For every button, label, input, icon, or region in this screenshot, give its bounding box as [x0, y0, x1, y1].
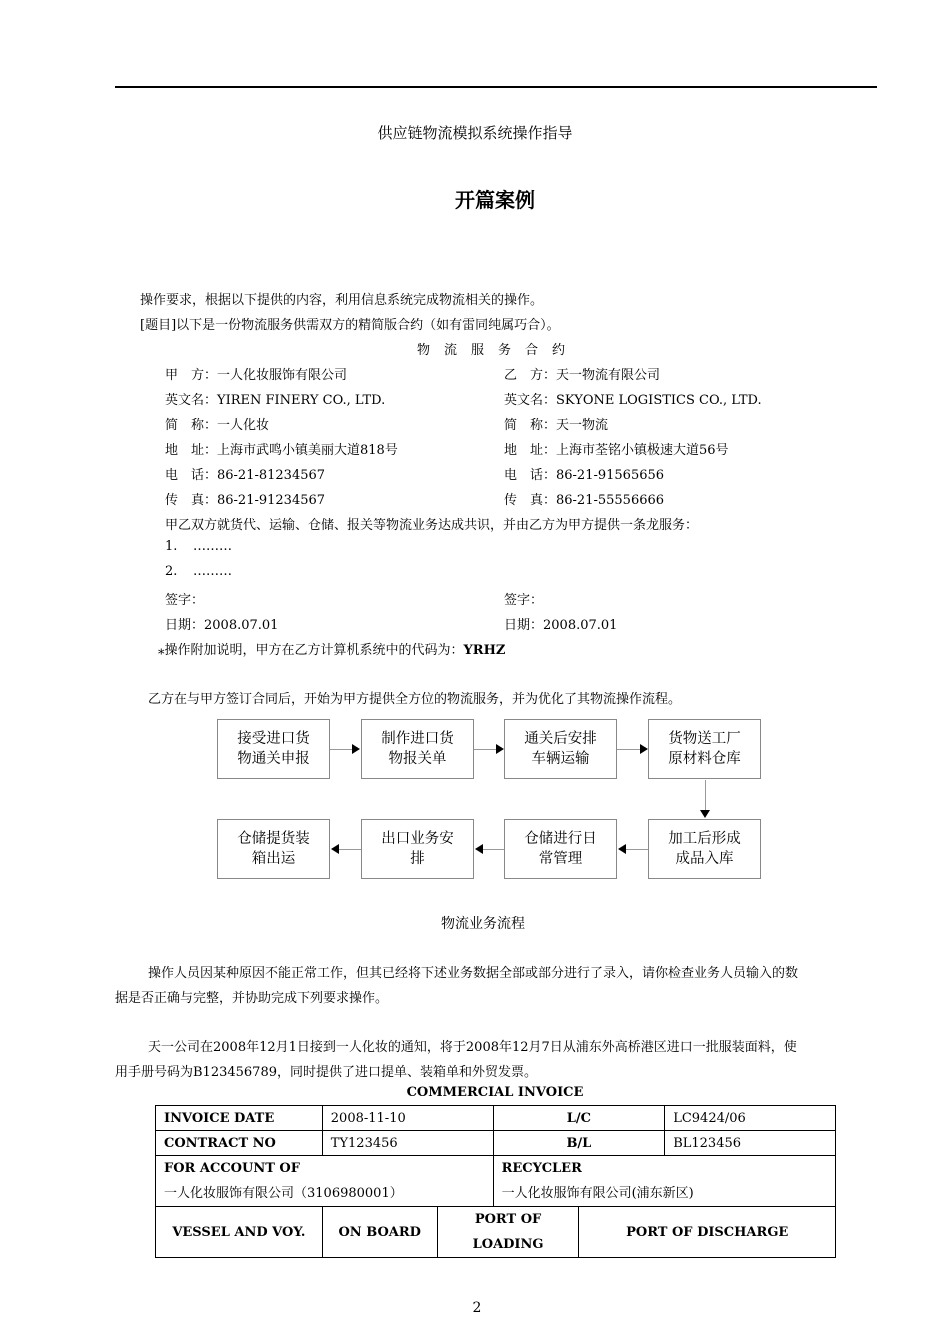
- party-a-address: 地 址：上海市武鸣小镇美丽大道818号: [165, 443, 398, 458]
- bl-label: B/L: [493, 1131, 665, 1156]
- document-header: 供应链物流模拟系统操作指导: [377, 124, 573, 142]
- party-b-short: 简 称：天一物流: [504, 418, 609, 433]
- item-1-number: 1.: [165, 539, 178, 554]
- paragraph-1-line-1: 操作人员因某种原因不能正常工作，但其已经将下述业务数据全部或部分进行了录入，请你检查业务人员输入的数: [148, 966, 799, 981]
- party-a-short: 简 称：一人化妆: [165, 418, 270, 433]
- party-a-en-name: 英文名：YIREN FINERY CO., LTD.: [165, 393, 386, 408]
- party-b-name: 乙 方：天一物流有限公司: [504, 368, 661, 383]
- port-of-loading-label: [437, 1207, 579, 1258]
- commercial-invoice-table: [155, 1105, 836, 1258]
- arrow-head-1-2: [352, 744, 360, 754]
- table-row: [156, 1156, 836, 1207]
- arrow-line-6-7: [483, 849, 504, 850]
- paragraph-2-line-1: 天一公司在2008年12月1日接到一人化妆的通知，将于2008年12月7日从浦东外高桥港区进口一批服装面料，使: [148, 1040, 797, 1055]
- item-2-text: ………: [193, 564, 232, 579]
- flow-step-6: 仓储进行日常管理: [504, 819, 617, 879]
- invoice-date-label: INVOICE DATE: [156, 1106, 323, 1131]
- for-account-value: 一人化妆服饰有限公司（3106980001）: [164, 1186, 403, 1201]
- party-b-phone: 电 话：86-21-91565656: [504, 468, 665, 483]
- invoice-date-value: 2008-11-10: [322, 1106, 493, 1131]
- page-title: 开篇案例: [455, 188, 535, 212]
- header-rule: [115, 86, 877, 88]
- operation-note-text: ⁎操作附加说明，甲方在乙方计算机系统中的代码为：: [158, 643, 464, 658]
- party-a-fax: 传 真：86-21-91234567: [165, 493, 326, 508]
- item-2-number: 2.: [165, 564, 178, 579]
- table-row: [156, 1106, 836, 1131]
- arrow-head-5-6: [618, 844, 626, 854]
- operation-note: [158, 639, 505, 658]
- recycler-value: 一人化妆服饰有限公司(浦东新区): [501, 1186, 694, 1201]
- arrow-line-4-5: [705, 780, 706, 811]
- flow-intro: 乙方在与甲方签订合同后，开始为甲方提供全方位的物流服务，并为优化了其物流操作流程。: [148, 692, 682, 707]
- arrow-line-2-3: [474, 749, 496, 750]
- signature-b: 签字：: [504, 593, 544, 608]
- flow-step-3: 通关后安排车辆运输: [504, 719, 617, 779]
- page-number: 2: [472, 1300, 482, 1316]
- arrow-line-3-4: [617, 749, 640, 750]
- intro-line-1: 操作要求，根据以下提供的内容，利用信息系统完成物流相关的操作。: [140, 293, 544, 308]
- customer-code: YRHZ: [463, 643, 506, 658]
- vessel-label: VESSEL AND VOY.: [156, 1207, 323, 1258]
- signature-a: 签字：: [165, 593, 205, 608]
- arrow-line-1-2: [330, 749, 352, 750]
- flow-caption: 物流业务流程: [441, 916, 525, 932]
- party-b-fax: 传 真：86-21-55556666: [504, 493, 665, 508]
- for-account-label: FOR ACCOUNT OF: [164, 1161, 300, 1176]
- port-of-discharge-label: PORT OF DISCHARGE: [579, 1207, 836, 1258]
- party-b-address: 地 址：上海市荃铭小镇极速大道56号: [504, 443, 729, 458]
- flow-step-2: 制作进口货物报关单: [361, 719, 474, 779]
- date-b: 日期：2008.07.01: [504, 618, 618, 633]
- table-row: [156, 1131, 836, 1156]
- party-a-name: 甲 方：一人化妆服饰有限公司: [165, 368, 348, 383]
- arrow-head-2-3: [496, 744, 504, 754]
- for-account-cell: [156, 1156, 494, 1207]
- date-a: 日期：2008.07.01: [165, 618, 279, 633]
- paragraph-1-line-2: 据是否正确与完整，并协助完成下列要求操作。: [115, 991, 389, 1006]
- flow-step-5: 加工后形成成品入库: [648, 819, 761, 879]
- intro-line-2: [题目]以下是一份物流服务供需双方的精简版合约（如有雷同纯属巧合）。: [140, 318, 560, 333]
- flow-step-4: 货物送工厂原材料仓库: [648, 719, 761, 779]
- port-of-loading-label-line-1: PORT OF: [474, 1212, 542, 1227]
- port-of-loading-label-line-2: LOADING: [472, 1237, 544, 1252]
- arrow-line-5-6: [626, 849, 648, 850]
- flow-step-7: 出口业务安排: [361, 819, 474, 879]
- lc-label: L/C: [493, 1106, 665, 1131]
- contract-no-label: CONTRACT NO: [156, 1131, 323, 1156]
- party-b-en-name: 英文名：SKYONE LOGISTICS CO., LTD.: [504, 393, 762, 408]
- lc-value: LC9424/06: [665, 1106, 836, 1131]
- recycler-label: RECYCLER: [501, 1161, 582, 1176]
- invoice-title: COMMERCIAL INVOICE: [406, 1085, 584, 1100]
- paragraph-2-line-2: 用手册号码为B123456789，同时提供了进口提单、装箱单和外贸发票。: [115, 1065, 537, 1080]
- arrow-head-4-5: [700, 810, 710, 818]
- flow-step-1: 接受进口货物通关申报: [217, 719, 330, 779]
- table-row: [156, 1207, 836, 1258]
- item-1-text: ………: [193, 539, 232, 554]
- recycler-cell: [493, 1156, 835, 1207]
- contract-title: 物流服务合约: [417, 343, 580, 358]
- arrow-head-7-8: [331, 844, 339, 854]
- on-board-label: ON BOARD: [322, 1207, 437, 1258]
- arrow-head-3-4: [640, 744, 648, 754]
- agreement-text: 甲乙双方就货代、运输、仓储、报关等物流业务达成共识，并由乙方为甲方提供一条龙服务：: [165, 518, 699, 533]
- flow-step-8: 仓储提货装箱出运: [217, 819, 330, 879]
- arrow-line-7-8: [339, 849, 361, 850]
- arrow-head-6-7: [475, 844, 483, 854]
- contract-no-value: TY123456: [322, 1131, 493, 1156]
- bl-value: BL123456: [665, 1131, 836, 1156]
- party-a-phone: 电 话：86-21-81234567: [165, 468, 326, 483]
